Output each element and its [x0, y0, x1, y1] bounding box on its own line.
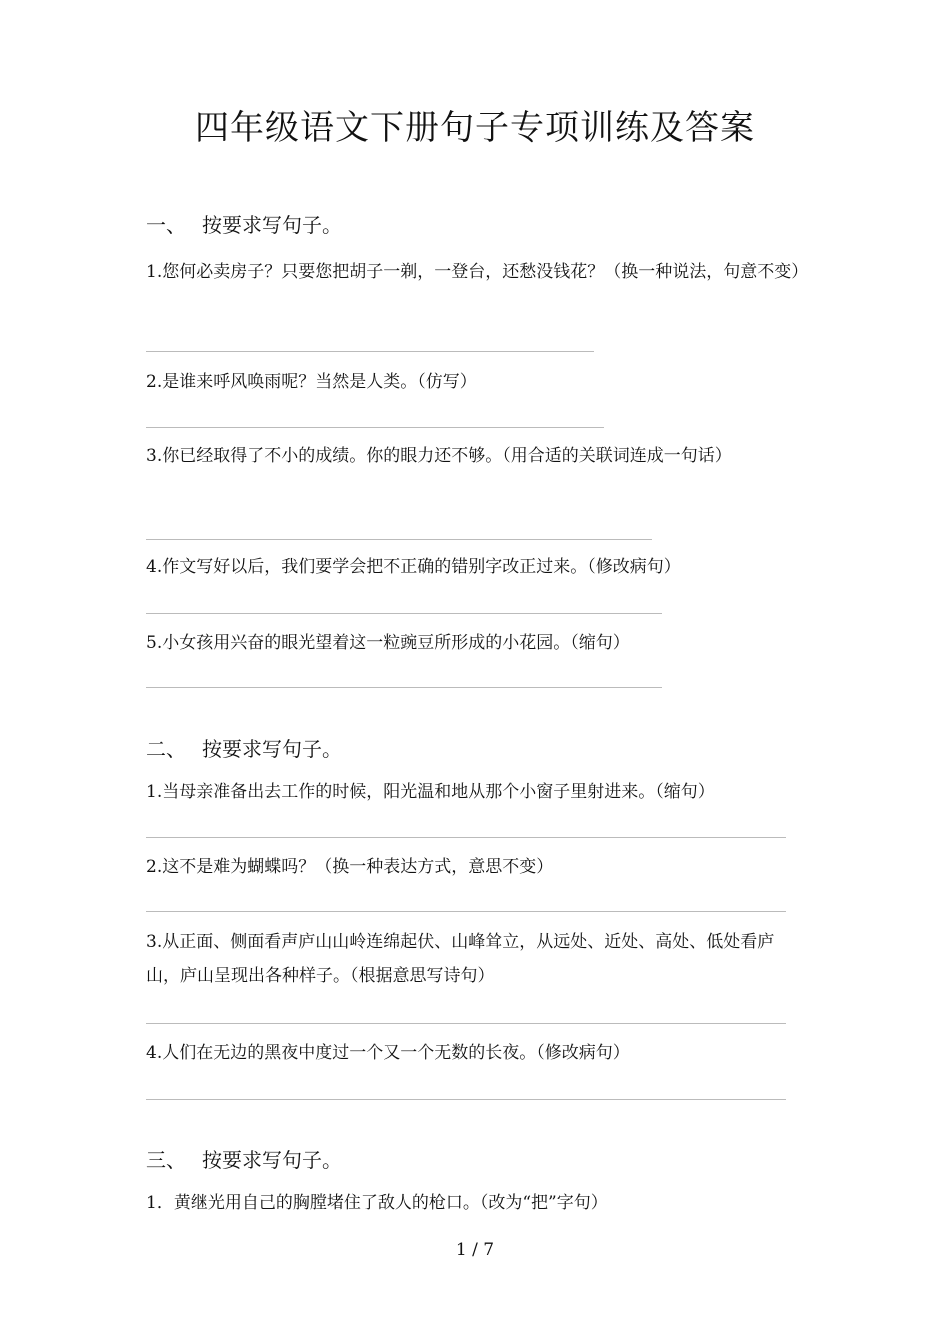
answer-line[interactable] [146, 613, 662, 614]
section-heading [146, 1144, 342, 1173]
question: 1.当母亲准备出去工作的时候，阳光温和地从那个小窗子里射进来。（缩句） [146, 782, 715, 802]
section-heading-text: 按要求写句子。 [202, 213, 342, 237]
section-heading-text: 按要求写句子。 [202, 1148, 342, 1172]
question: 3.从正面、侧面看声庐山山岭连绵起伏、山峰耸立，从远处、近处、高处、低处看庐山，庐山呈现出各种样子。（根据意思写诗句） [146, 932, 775, 986]
answer-line[interactable] [146, 539, 652, 540]
answer-line[interactable] [146, 911, 786, 912]
question: 2.是谁来呼风唤雨呢？当然是人类。（仿写） [146, 372, 477, 392]
answer-line[interactable] [146, 687, 662, 688]
question: 1．黄继光用自己的胸膛堵住了敌人的枪口。（改为“把”字句） [146, 1193, 608, 1213]
question: 4.作文写好以后，我们要学会把不正确的错别字改正过来。（修改病句） [146, 557, 681, 577]
question: 3.你已经取得了不小的成绩。你的眼力还不够。（用合适的关联词连成一句话） [146, 446, 732, 466]
question: 4.人们在无边的黑夜中度过一个又一个无数的长夜。（修改病句） [146, 1043, 630, 1063]
section-heading [146, 733, 342, 762]
question: 1.您何必卖房子？只要您把胡子一剃，一登台，还愁没钱花？（换一种说法，句意不变） [146, 262, 809, 282]
section-heading [146, 209, 342, 238]
section-heading-text: 按要求写句子。 [202, 737, 342, 761]
section-number: 二、 [146, 737, 186, 761]
section-number: 三、 [146, 1148, 186, 1172]
answer-line[interactable] [146, 1099, 786, 1100]
answer-line[interactable] [146, 427, 604, 428]
page-title: 四年级语文下册句子专项训练及答案 [195, 108, 755, 148]
answer-line[interactable] [146, 1023, 786, 1024]
question: 2.这不是难为蝴蝶吗？（换一种表达方式，意思不变） [146, 857, 554, 877]
page-indicator: 1 / 7 [455, 1240, 495, 1260]
answer-line[interactable] [146, 837, 786, 838]
question: 5.小女孩用兴奋的眼光望着这一粒豌豆所形成的小花园。（缩句） [146, 633, 630, 653]
section-number: 一、 [146, 213, 186, 237]
answer-line[interactable] [146, 351, 594, 352]
